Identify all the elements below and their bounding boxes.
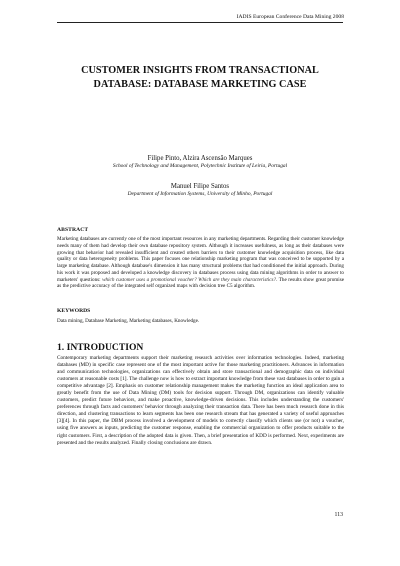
abstract-part-1: Marketing databases are currently one of the most important resources in any marketing departments. Regarding their customer knowledge needs many of them had develop their own database repository system. Although it increases usefulness, as long as their databases were growing that behavior had revealed insufficient and created others barriers to their customer knowledge acquisition process, like data quality or data heterogeneity problems. This paper focuses one relationship marketing program that was conceived to be supported by a large marketing database. Although database's dimension it has many structural problems that had conditioned the initial approach. During his work it was proposed and developed a knowledge discovery in databases process using data mining algorithms in order to answer to marketers' questions: <box>57 236 344 283</box>
abstract-heading: ABSTRACT <box>57 227 89 233</box>
introduction-body: Contemporary marketing departments support their marketing research activities over information technologies. Indeed, marketing databases (MD) in specific case represent one of the most important active for those marketing practitioners. Advances in information and communication technologies, organizations can effectively obtain and store transactional and demographic data on individual customers at reasonable costs [1]. The challenge now is how to extract important knowledge from these vast databases in order to gain a competitive advantage [2]. Emphasis on customer relationship management makes the marketing function an ideal application area to greatly benefit from the use of Data Mining (DM) tools for decision support. Through DM, organizations can identify valuable customers, predict future behaviors, and make proactive, knowledge-driven decisions. This includes understanding the customers' preferences through facts and customers' behavior through analyzing their transaction data. There has been much research done in this direction, and clustering transactions to learn segments has been one research stream that has generated a variety of useful approaches [3][4]. In this paper, the DBM process involved a development of models to correctly classify which clients use (or not) a voucher, using five answers as inputs, predicting the customer response, enabling the commercial organization to offer products suitable to the right customers. First, a description of the adopted data is given. Then, a brief presentation of KDD is performed. Next, experiments are presented and the results analyzed. Finally closing conclusions are drawn. <box>57 355 344 446</box>
page-number: 113 <box>334 512 343 518</box>
keywords-heading: KEYWORDS <box>57 308 91 314</box>
author-names-2: Manuel Filipe Santos <box>170 183 230 190</box>
author-affiliation-2: Department of Information Systems, University of Minho, Portugal <box>127 191 273 197</box>
section-heading-introduction: 1. INTRODUCTION <box>57 342 144 353</box>
author-block-2 <box>57 182 343 199</box>
running-head: IADIS European Conference Data Mining 2008 <box>236 14 344 20</box>
title-line-2: DATABASE: DATABASE MARKETING CASE <box>93 78 307 90</box>
author-names-1: Filipe Pinto, Alzira Ascensão Marques <box>147 155 253 162</box>
author-block-1 <box>57 154 343 171</box>
author-affiliation-1: School of Technology and Management, Polytechnic Institute of Leiria, Portugal <box>112 163 288 169</box>
abstract-part-2: . The results show great promise as the predictive accuracy of the integrated self organized maps with decision tree C5 algorithm. <box>57 276 344 290</box>
paper-title <box>57 64 343 91</box>
abstract-body <box>57 236 344 290</box>
header-rule <box>57 22 343 23</box>
title-line-1: CUSTOMER INSIGHTS FROM TRANSACTIONAL <box>81 65 319 76</box>
keywords-text: Data mining, Database Marketing, Marketing databases, Knowledge. <box>57 318 200 324</box>
abstract-question: which customer uses a promotional voucher? Which are they main characteristics? <box>102 276 277 283</box>
